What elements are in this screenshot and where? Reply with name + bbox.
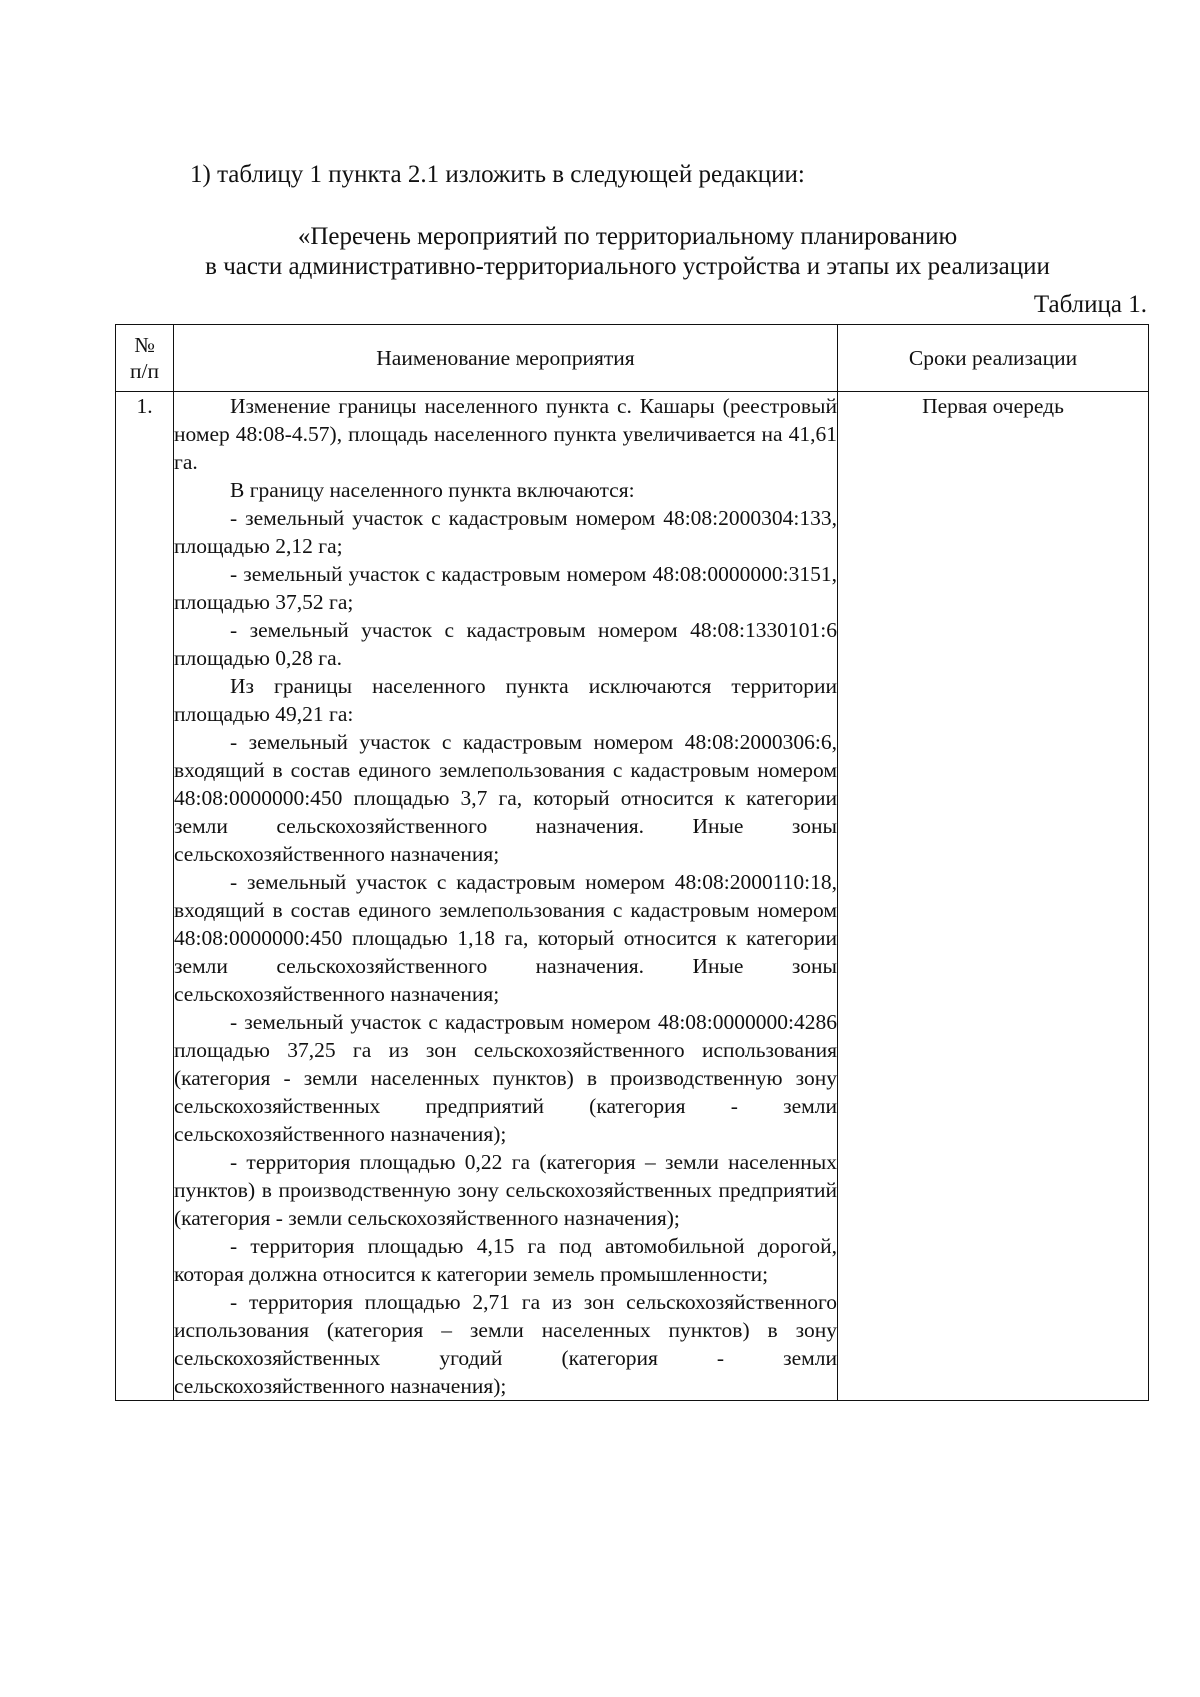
description-paragraph: В границу населенного пункта включаются: — [230, 478, 635, 502]
table-caption: Таблица 1. — [1033, 291, 1147, 318]
row-term: Первая очередь — [838, 392, 1149, 1401]
row-number: 1. — [116, 392, 174, 1401]
description-paragraph: - земельный участок с кадастровым номером 48:08:2000110:18, входящий в состав единого землепользования с кадастровым номером 48:08:0000000:450 площадью 1,18 га, который относится к категории земли сельскохозяйственного назначения. Иные зоны сельскохозяйственного назначения; — [174, 870, 837, 1006]
measures-table — [115, 324, 1149, 1401]
heading-line-2: в части административно-территориального устройства и этапы их реализации — [205, 253, 1050, 280]
description-paragraph: - земельный участок с кадастровым номером 48:08:2000306:6, входящий в состав единого землепользования с кадастровым номером 48:08:0000000:450 площадью 3,7 га, который относится к категории земли сельскохозяйственного назначения. Иные зоны сельскохозяйственного назначения; — [174, 730, 837, 866]
header-name: Наименование мероприятия — [174, 325, 838, 392]
description-paragraph: - земельный участок с кадастровым номером 48:08:1330101:6 площадью 0,28 га. — [174, 618, 837, 670]
table-header-row — [116, 325, 1149, 392]
description-paragraph: - земельный участок с кадастровым номером 48:08:0000000:4286 площадью 37,25 га из зон сельскохозяйственного использования (категория - земли населенных пунктов) в производственную зону сельскохозяйственных предприятий (категория - земли сельскохозяйственного назначения); — [174, 1010, 837, 1146]
description-paragraph: - земельный участок с кадастровым номером 48:08:2000304:133, площадью 2,12 га; — [174, 506, 837, 558]
table-row — [116, 392, 1149, 1401]
description-paragraph: - территория площадью 2,71 га из зон сельскохозяйственного использования (категория – земли населенных пунктов) в зону сельскохозяйственных угодий (категория - земли сельскохозяйственного назначения); — [174, 1290, 837, 1398]
heading-line-1: «Перечень мероприятий по территориальному планированию — [297, 223, 958, 250]
intro-paragraph: 1) таблицу 1 пункта 2.1 изложить в следующей редакции: — [190, 161, 805, 188]
description-paragraph: Из границы населенного пункта исключаются территории площадью 49,21 га: — [174, 674, 837, 726]
header-terms: Сроки реализации — [838, 325, 1149, 392]
header-number-line-2: п/п — [130, 359, 159, 383]
table-heading — [115, 222, 1140, 282]
header-number-line-1: № — [134, 333, 155, 357]
row-description — [174, 392, 838, 1401]
description-paragraph: - территория площадью 4,15 га под автомобильной дорогой, которая должна относится к категории земель промышленности; — [174, 1234, 837, 1286]
description-paragraph: - земельный участок с кадастровым номером 48:08:0000000:3151, площадью 37,52 га; — [174, 562, 837, 614]
header-number — [116, 325, 174, 392]
description-paragraph: - территория площадью 0,22 га (категория – земли населенных пунктов) в производственную зону сельскохозяйственных предприятий (категория - земли сельскохозяйственного назначения); — [174, 1150, 837, 1230]
description-paragraph: Изменение границы населенного пункта с. Кашары (реестровый номер 48:08-4.57), площадь населенного пункта увеличивается на 41,61 га. — [174, 394, 837, 474]
